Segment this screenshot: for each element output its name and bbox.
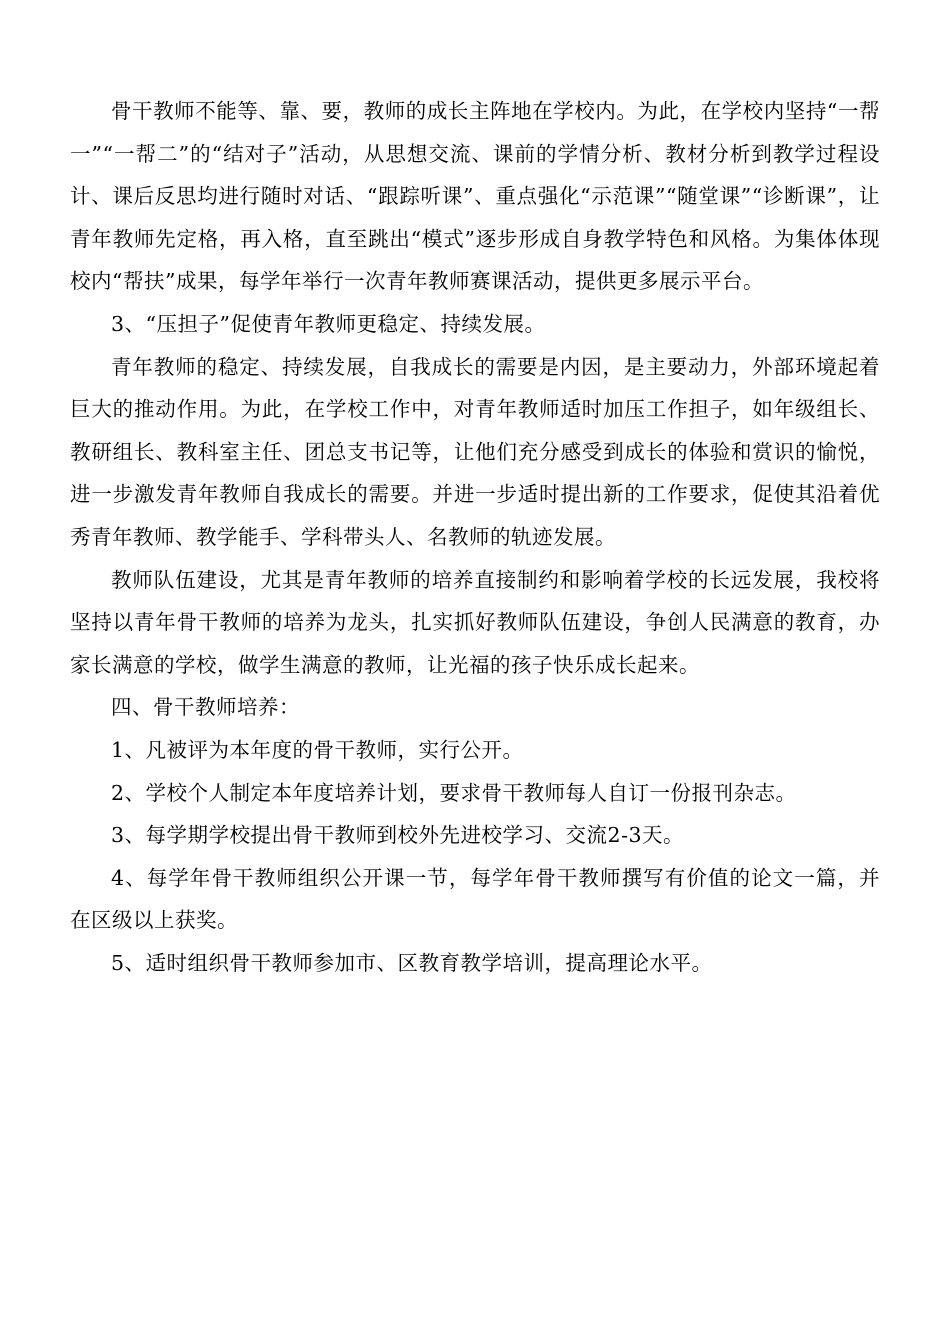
paragraph-heading-responsibility: 3、“压担子”促使青年教师更稳定、持续发展。 [111,311,546,336]
paragraph-peer-mentoring: 骨干教师不能等、靠、要，教师的成长主阵地在学校内。为此，在学校内坚持“一帮一”“一帮二”的“结对子”活动，从思想交流、课前的学情分析、教材分析到教学过程设计、课后反思均进行随时对话、“跟踪听课”、重点强化“示范课”“随堂课”“诊断课”，让青年教师先定格，再入格，直至跳出“模式”逐步形成自身教学特色和风格。为集体体现校内“帮扶”成果，每学年举行一次青年教师赛课活动，提供更多展示平台。 [70,99,880,294]
list-item-5: 5、适时组织骨干教师参加市、区教育教学培训，提高理论水平。 [111,950,713,975]
list-item-1: 1、凡被评为本年度的骨干教师，实行公开。 [111,737,524,762]
paragraph-team-building: 教师队伍建设，尤其是青年教师的培养直接制约和影响着学校的长远发展，我校将坚持以青年骨干教师的培养为龙头，扎实抓好教师队伍建设，争创人民满意的教育，办家长满意的学校，做学生满意的教师，让光福的孩子快乐成长起来。 [70,567,880,677]
list-item-2: 2、学校个人制定本年度培养计划，要求骨干教师每人自订一份报刊杂志。 [111,780,797,805]
section-heading-backbone-training: 四、骨干教师培养： [111,695,300,720]
list-item-3: 3、每学期学校提出骨干教师到校外先进校学习、交流2-3天。 [111,823,685,848]
paragraph-responsibility: 青年教师的稳定、持续发展，自我成长的需要是内因，是主要动力，外部环境起着巨大的推动作用。为此，在学校工作中，对青年教师适时加压工作担子，如年级组长、教研组长、教科室主任、团总支书记等，让他们充分感受到成长的体验和赏识的愉悦，进一步激发青年教师自我成长的需要。并进一步适时提出新的工作要求，促使其沿着优秀青年教师、教学能手、学科带头人、名教师的轨迹发展。 [70,354,880,549]
list-item-4: 4、每学年骨干教师组织公开课一节，每学年骨干教师撰写有价值的论文一篇，并在区级以上获奖。 [70,865,880,933]
